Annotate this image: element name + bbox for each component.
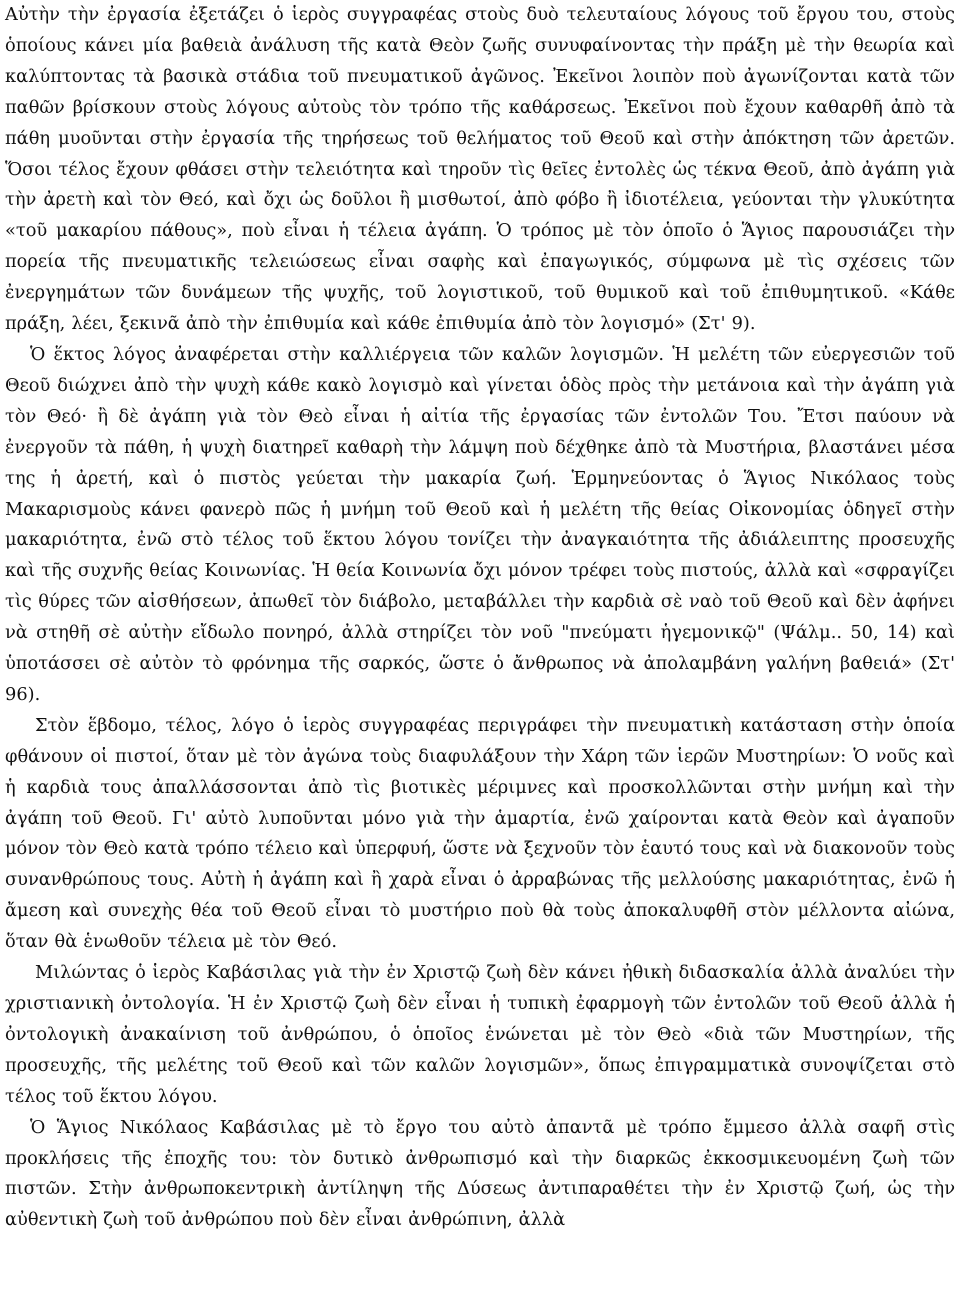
paragraph-2: Ὁ ἕκτος λόγος ἀναφέρεται στὴν καλλιέργεια τῶν καλῶν λογισμῶν. Ἡ μελέτη τῶν εὐεργεσιῶν τοῦ Θεοῦ διώχνει ἀπὸ τὴν ψυχὴ κάθε κακὸ λογισμὸ καὶ γίνεται ὁδὸς πρὸς τὴν μετάνοια καὶ τὴν ἀγάπη γιὰ τὸν Θεό· ἢ δὲ ἀγάπη γιὰ τὸν Θεὸ εἶναι ἡ αἰτία τῆς ἐργασίας τῶν ἐντολῶν Του. Ἔτσι παύουν νὰ ἐνεργοῦν τὰ πάθη, ἡ ψυχὴ διατηρεῖ καθαρὴ τὴν λάμψη ποὺ δέχθηκε ἀπὸ τὰ Μυστήρια, βλαστάνει μέσα της ἡ ἀρετή, καὶ ὁ πιστὸς γεύεται τὴν μακαρία ζωή. Ἑρμηνεύοντας ὁ Ἅγιος Νικόλαος τοὺς Μακαρισμοὺς κάνει φανερὸ πῶς ἡ μνήμη τοῦ Θεοῦ καὶ ἡ μελέτη τῆς θείας Οἰκονομίας ὁδηγεῖ στὴν μακαριότητα, ἐνῶ στὸ τέλος τοῦ ἕκτου λόγου τονίζει τὴν ἀναγκαιότητα τῆς ἀδιάλειπτης προσευχῆς καὶ τῆς συχνῆς θείας Κοινωνίας. Ἡ θεία Κοινωνία ὄχι μόνον τρέφει τοὺς πιστούς, ἀλλὰ καὶ «σφραγίζει τὶς θύρες τῶν αἰσθήσεων, ἀπωθεῖ τὸν διάβολο, μεταβάλλει τὴν καρδιὰ σὲ ναὸ τοῦ Θεοῦ καὶ δὲν ἀφήνει νὰ στηθῆ σὲ αὐτὴν εἴδωλο πονηρό, ἀλλὰ στηρίζει τὸν νοῦ "πνεύματι ἡγεμονικῷ" (Ψάλμ.. 50, 14) καὶ ὑποτάσσει σὲ αὐτὸν τὸ φρόνημα τῆς σαρκός, ὥστε ὁ ἄνθρωπος νὰ ἀπολαμβάνη γαλήνη βαθειά» (Στ' 96). (5, 343, 955, 705)
paragraph-1: Αὐτὴν τὴν ἐργασία ἐξετάζει ὁ ἱερὸς συγγραφέας στοὺς δυὸ τελευταίους λόγους τοῦ ἔργου του, στοὺς ὁποίους κάνει μία βαθειὰ ἀνάλυση τῆς κατὰ Θεὸν ζωῆς συνυφαίνοντας τὴν πράξη μὲ τὴν θεωρία καὶ καλύπτοντας τὰ βασικὰ στάδια τοῦ πνευματικοῦ ἀγῶνος. Ἐκεῖνοι λοιπὸν ποὺ ἀγωνίζονται κατὰ τῶν παθῶν βρίσκουν στοὺς λόγους αὐτοὺς τὸν τρόπο τῆς καθάρσεως. Ἐκεῖνοι ποὺ ἔχουν καθαρθῆ ἀπὸ τὰ πάθη μυοῦνται στὴν ἐργασία τῆς τηρήσεως τοῦ θελήματος τοῦ Θεοῦ καὶ στὴν ἀπόκτηση τῶν ἀρετῶν. Ὅσοι τέλος ἔχουν φθάσει στὴν τελειότητα καὶ τηροῦν τὶς θεῖες ἐντολὲς ὡς τέκνα Θεοῦ, ἀπὸ ἀγάπη γιὰ τὴν ἀρετὴ καὶ τὸν Θεό, καὶ ὄχι ὡς δοῦλοι ἢ μισθωτοί, ἀπὸ φόβο ἢ ἰδιοτέλεια, γεύονται τὴν γλυκύτητα «τοῦ μακαρίου πάθους», ποὺ εἶναι ἡ τέλεια ἀγάπη. Ὁ τρόπος μὲ τὸν ὁποῖο ὁ Ἅγιος παρουσιάζει τὴν πορεία τῆς πνευματικῆς τελειώσεως εἶναι σαφὴς καὶ ἐπαγωγικός, σύμφωνα μὲ τὶς σχέσεις τῶν ἐνεργημάτων τῶν δυνάμεων τῆς ψυχῆς, τοῦ λογιστικοῦ, τοῦ θυμικοῦ καὶ τοῦ ἐπιθυμητικοῦ. «Κάθε πράξη, λέει, ξεκινᾶ ἀπὸ τὴν ἐπιθυμία καὶ κάθε ἐπιθυμία ἀπὸ τὸν λογισμό» (Στ' 9). (5, 4, 955, 335)
paragraph-3: Στὸν ἕβδομο, τέλος, λόγο ὁ ἱερὸς συγγραφέας περιγράφει τὴν πνευματικὴ κατάσταση στὴν ὁποία φθάνουν οἱ πιστοί, ὅταν μὲ τὸν ἀγώνα τοὺς διαφυλάξουν τὴν Χάρη τῶν ἱερῶν Μυστηρίων: Ὁ νοῦς καὶ ἡ καρδιὰ τους ἀπαλλάσσονται ἀπὸ τὶς βιοτικὲς μέριμνες καὶ προσκολλῶνται στὴν μνήμη καὶ τὴν ἀγάπη τοῦ Θεοῦ. Γι' αὐτὸ λυποῦνται μόνο γιὰ τὴν ἁμαρτία, ἐνῶ χαίρονται κατὰ Θεὸν καὶ ἀγαποῦν μόνον τὸν Θεὸ κατὰ τρόπο τέλειο καὶ ὑπερφυή, ὥστε νὰ ξεχνοῦν τὸν ἑαυτό τους καὶ νὰ διακονοῦν τοὺς συνανθρώπους τους. Αὐτὴ ἡ ἀγάπη καὶ ἢ χαρὰ εἶναι ὁ ἀρραβώνας τῆς μελλούσης μακαριότητας, ἐνῶ ἡ ἄμεση καὶ συνεχὴς θέα τοῦ Θεοῦ εἶναι τὸ μυστήριο ποὺ θὰ τοὺς ἀποκαλυφθῆ στὸν μέλλοντα αἰώνα, ὅταν θὰ ἑνωθοῦν τέλεια μὲ τὸν Θεό. (5, 714, 955, 953)
paragraph-4: Μιλώντας ὁ ἱερὸς Καβάσιλας γιὰ τὴν ἐν Χριστῷ ζωὴ δὲν κάνει ἠθικὴ διδασκαλία ἀλλὰ ἀναλύει τὴν χριστιανικὴ ὀντολογία. Ἡ ἐν Χριστῷ ζωὴ δὲν εἶναι ἡ τυπικὴ ἐφαρμογὴ τῶν ἐντολῶν τοῦ Θεοῦ ἀλλὰ ἡ ὀντολογικὴ ἀνακαίνιση τοῦ ἀνθρώπου, ὁ ὁποῖος ἑνώνεται μὲ τὸν Θεὸ «διὰ τῶν Μυστηρίων, τῆς προσευχῆς, τῆς μελέτης τοῦ Θεοῦ καὶ τῶν καλῶν λογισμῶν», ὅπως ἐπιγραμματικὰ συνοψίζεται στὸ τέλος τοῦ ἕκτου λόγου. (5, 962, 955, 1107)
paragraph-5: Ὁ Ἅγιος Νικόλαος Καβάσιλας μὲ τὸ ἔργο του αὐτὸ ἀπαντᾶ μὲ τρόπο ἔμμεσο ἀλλὰ σαφῆ στὶς προκλήσεις τῆς ἐποχῆς του: τὸν δυτικὸ ἀνθρωπισμό καὶ τὴν διαρκῶς ἐκκοσμικευομένη ζωὴ τῶν πιστῶν. Στὴν ἀνθρωποκεντρικὴ ἀντίληψη τῆς Δύσεως ἀντιπαραθέτει τὴν ἐν Χριστῷ ζωή, ὡς τὴν αὐθεντικὴ ζωὴ τοῦ ἀνθρώπου ποὺ δὲν εἶναι ἀνθρώπινη, ἀλλὰ (5, 1116, 955, 1231)
